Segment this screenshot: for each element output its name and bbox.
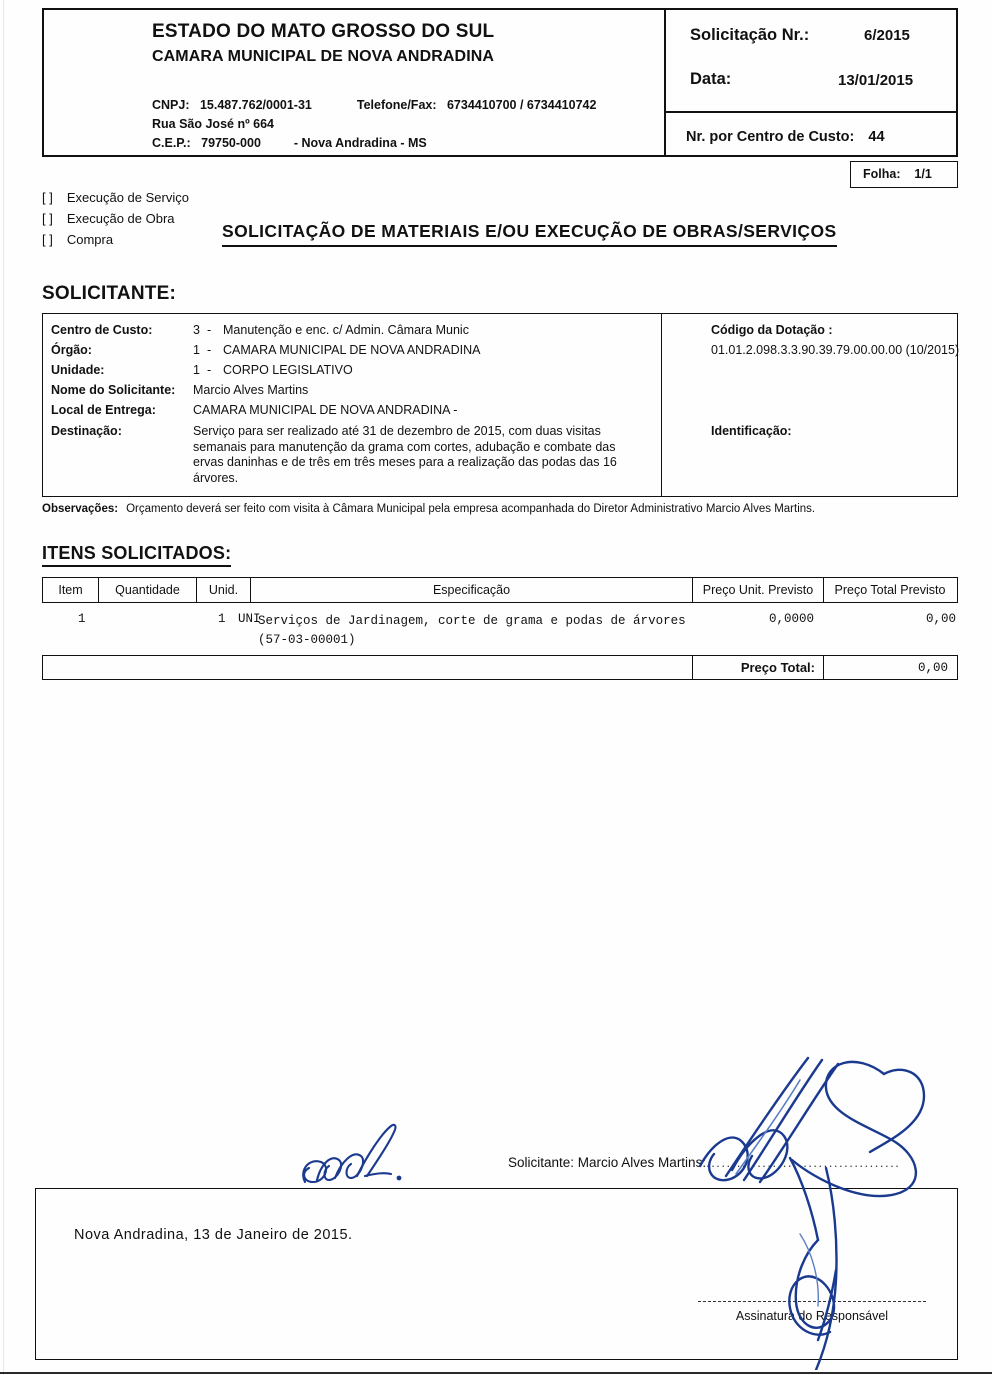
field-unidade	[51, 363, 353, 377]
field-number-2: 1	[193, 363, 200, 377]
cell-quantidade: 1	[218, 612, 226, 626]
field-number-0: 3	[193, 323, 200, 337]
cep-line	[152, 136, 427, 150]
header-left-panel	[44, 10, 664, 155]
centro-custo-cell	[666, 115, 956, 155]
solicitante-signature-label: Solicitante: Marcio Alves Martins:	[508, 1155, 707, 1170]
field-label-5: Destinação:	[51, 424, 122, 438]
solicitante-signature-line	[508, 1155, 900, 1170]
observacoes-value: Orçamento deverá ser feito com visita à Câmara Municipal pela empresa acompanhada do Diretor Administrativo Marcio Alves Martins.	[126, 503, 816, 515]
field-label-0: Centro de Custo:	[51, 323, 153, 337]
field-value-4: CAMARA MUNICIPAL DE NOVA ANDRADINA -	[193, 403, 458, 417]
solicitante-box	[42, 313, 958, 497]
table-row	[42, 608, 958, 650]
data-value: 13/01/2015	[838, 72, 914, 89]
centro-custo-label: Nr. por Centro de Custo:	[686, 129, 855, 145]
checkbox-compra[interactable]	[42, 232, 113, 247]
col-header-quantidade: Quantidade	[99, 578, 197, 602]
checkbox-label-1: Execução de Obra	[66, 211, 175, 226]
entity-title: CAMARA MUNICIPAL DE NOVA ANDRADINA	[152, 48, 495, 65]
total-value: 0,00	[917, 660, 948, 675]
codigo-dotacao-label: Código da Dotação :	[711, 323, 833, 337]
field-number-1: 1	[193, 343, 200, 357]
cell-item: 1	[78, 612, 86, 626]
observacoes-label: Observações:	[42, 503, 119, 515]
field-value-0: Manutenção e enc. c/ Admin. Câmara Munic	[223, 323, 469, 337]
header-box	[42, 8, 958, 157]
phone-value: 6734410700 / 6734410742	[446, 98, 597, 112]
cell-preco-total: 0,00	[925, 612, 956, 626]
itens-section-title: ITENS SOLICITADOS:	[42, 543, 231, 567]
cep-value: 79750-000	[201, 136, 261, 150]
solicitante-vertical-rule	[661, 314, 662, 496]
field-value-2: CORPO LEGISLATIVO	[223, 363, 353, 377]
centro-custo-value: 44	[868, 129, 885, 145]
solicitacao-label: Solicitação Nr.:	[690, 26, 810, 44]
signature-dots: ......................................	[706, 1155, 901, 1170]
col-header-item: Item	[43, 578, 99, 602]
destinacao-text: Serviço para ser realizado até 31 de dezembro de 2015, com duas visitas semanais para manutenção da grama com cortes, adubação e combate das ervas daninhas e de três em três meses para a realização das podas das 16 árvores.	[193, 424, 617, 485]
city-date-line: Nova Andradina, 13 de Janeiro de 2015.	[74, 1227, 353, 1243]
centro-custo-line	[686, 129, 885, 145]
city-state: - Nova Andradina - MS	[293, 136, 427, 150]
field-orgao	[51, 343, 480, 357]
document-title: SOLICITAÇÃO DE MATERIAIS E/OU EXECUÇÃO DE OBRAS/SERVIÇOS	[222, 221, 837, 247]
field-dash-1: -	[207, 343, 212, 357]
folha-label: Folha:	[863, 167, 901, 181]
folha-box	[850, 161, 958, 188]
cnpj-value: 15.487.762/0001-31	[199, 98, 312, 112]
responsavel-rule	[698, 1301, 926, 1302]
address-line: Rua São José nº 664	[152, 117, 274, 131]
checkbox-label-2: Compra	[66, 232, 114, 247]
cep-label: C.E.P.:	[152, 136, 191, 150]
field-label-2: Unidade:	[51, 363, 105, 377]
state-title: ESTADO DO MATO GROSSO DO SUL	[152, 21, 495, 42]
field-local-entrega	[51, 403, 457, 417]
checkbox-mark-2: [ ]	[42, 232, 53, 247]
field-centro-de-custo	[51, 323, 469, 337]
cnpj-line	[152, 98, 596, 112]
folha-value: 1/1	[914, 167, 932, 181]
cnpj-label: CNPJ:	[152, 98, 190, 112]
checkbox-execucao-obra[interactable]	[42, 211, 175, 226]
cell-preco-unit: 0,0000	[768, 612, 814, 626]
cell-especificacao: Serviços de Jardinagem, corte de grama e podas de árvores (57-03-00001)	[258, 614, 686, 647]
header-right-panel	[666, 10, 956, 155]
checkbox-execucao-servico[interactable]	[42, 190, 189, 205]
col-header-unid: Unid.	[197, 578, 251, 602]
codigo-dotacao-value: 01.01.2.098.3.3.90.39.79.00.00.00 (10/2015)	[711, 343, 960, 357]
data-label: Data:	[690, 70, 732, 88]
total-blank-cell	[43, 656, 693, 679]
checkbox-mark-1: [ ]	[42, 211, 53, 226]
itens-table-header	[42, 577, 958, 603]
observacoes-row	[42, 503, 815, 515]
cell-unid: UNI	[238, 612, 261, 626]
col-header-preco-total: Preço Total Previsto	[834, 583, 946, 597]
field-value-3: Marcio Alves Martins	[193, 383, 309, 397]
field-label-3: Nome do Solicitante:	[51, 383, 176, 397]
page-edge-bottom	[0, 1372, 992, 1374]
folha-line	[863, 167, 932, 181]
itens-total-row	[42, 655, 958, 680]
col-header-especificacao: Especificação	[251, 578, 693, 602]
field-dash-0: -	[207, 323, 212, 337]
solicitante-section-title: SOLICITANTE:	[42, 283, 176, 304]
total-label: Preço Total:	[693, 656, 824, 679]
field-label-1: Órgão:	[51, 343, 92, 357]
field-label-4: Local de Entrega:	[51, 403, 156, 417]
field-value-1: CAMARA MUNICIPAL DE NOVA ANDRADINA	[223, 343, 481, 357]
checkbox-label-0: Execução de Serviço	[66, 190, 189, 205]
page-edge-left	[3, 0, 4, 1375]
phone-label: Telefone/Fax:	[356, 98, 437, 112]
field-nome-solicitante	[51, 383, 308, 397]
field-destinacao	[51, 424, 193, 438]
solicitacao-data-cell	[666, 10, 956, 113]
field-dash-2: -	[207, 363, 212, 377]
checkbox-mark-0: [ ]	[42, 190, 53, 205]
footer-box	[35, 1188, 958, 1360]
responsavel-caption: Assinatura do Responsável	[735, 1309, 889, 1323]
identificacao-label: Identificação:	[711, 424, 792, 438]
solicitacao-value: 6/2015	[864, 27, 910, 44]
col-header-preco-unit: Preço Unit. Previsto	[693, 578, 824, 602]
